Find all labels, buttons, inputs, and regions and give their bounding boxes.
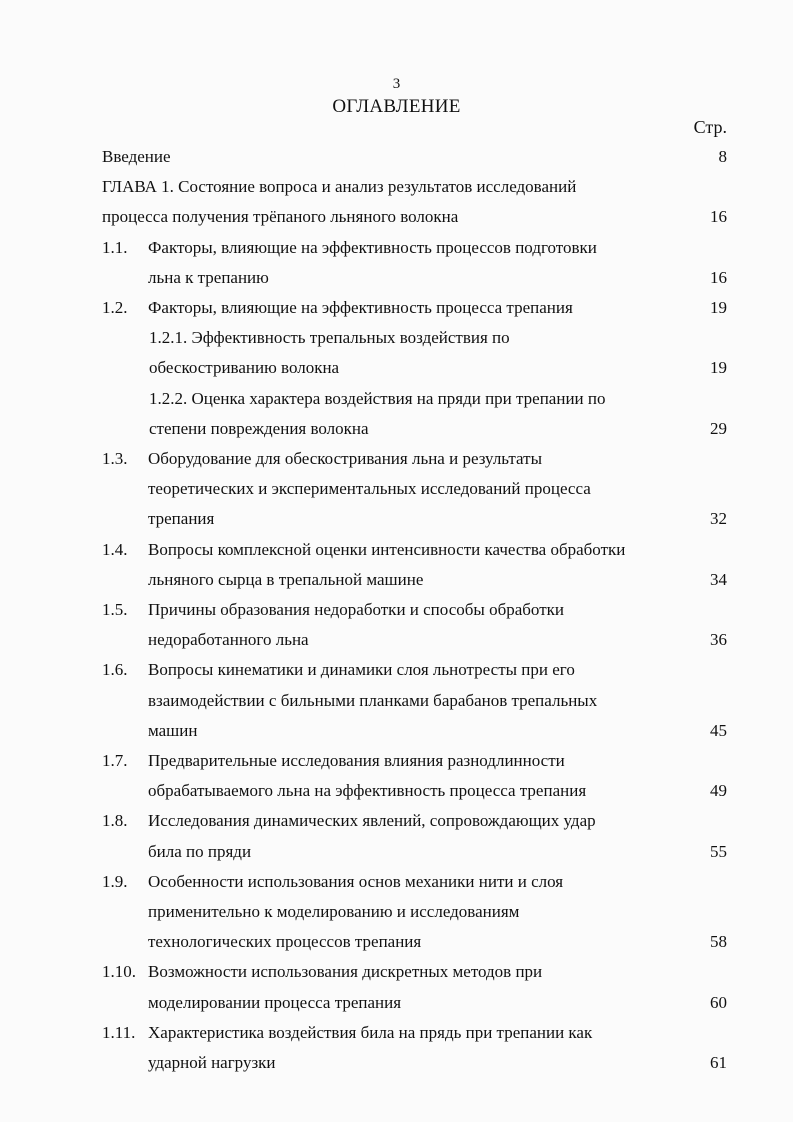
toc-entry-text: процесса получения трёпаного льняного волокна [102,207,459,227]
toc-entry-text: трепания [148,509,215,529]
toc-entry-text: 1.2.2. Оценка характера воздействия на пряди при трепании по [149,388,606,408]
toc-line [102,293,727,323]
toc-line [102,625,727,655]
toc-line [102,837,727,867]
toc-entry-text: ударной нагрузки [148,1053,276,1072]
toc-line [102,595,727,625]
toc-section-number: 1.5. [102,600,128,619]
toc-entry-text: взаимодействии с бильными планками барабанов трепальных [148,690,598,710]
toc-page-number: 16 [710,207,727,227]
toc-line [102,444,727,474]
toc-entry-text: теоретических и экспериментальных исследований процесса [148,479,591,499]
toc-line [102,897,727,927]
toc-section-number: 1.1. [102,237,128,257]
toc-line [102,323,727,353]
toc-section-number: 1.8. [102,811,128,831]
toc-line [102,1018,727,1048]
toc-entry-text: Вопросы кинематики и динамики слоя льнотресты при его [148,660,575,680]
toc-section-number: 1.4. [102,539,128,559]
toc-page-number: 45 [710,720,727,740]
toc-line [102,353,727,383]
toc-line [102,716,727,746]
toc-line [102,988,727,1018]
toc-entry-text: моделировании процесса трепания [148,992,402,1012]
toc-entry-text: Причины образования недоработки и способы обработки [148,600,564,619]
toc-line [102,504,727,534]
toc-page-number: 36 [710,630,727,650]
toc-entry-text: Вопросы комплексной оценки интенсивности качества обработки [148,539,626,559]
toc-entry-text: Предварительные исследования влияния разнодлинности [148,751,565,770]
toc-page-number: 29 [710,418,727,438]
toc-entry-text: применительно к моделированию и исследованиям [148,902,520,921]
toc-entry-text: льняного сырца в трепальной машине [148,569,424,589]
toc-line [102,202,727,232]
toc-entry-text: технологических процессов трепания [148,932,422,952]
toc-section-number: 1.7. [102,751,128,770]
toc-entry-text: Исследования динамических явлений, сопровождающих удар [148,811,596,831]
toc-line [102,867,727,897]
page-title: ОГЛАВЛЕНИЕ [332,96,461,117]
toc-page-number: 58 [710,932,727,952]
toc-entry-text: била по пряди [148,841,252,861]
toc-line [102,746,727,776]
toc-line [102,535,727,565]
toc-entry-text: Характеристика воздействия била на прядь при трепании как [148,1022,593,1042]
page-column-label: Стр. [693,117,727,137]
toc-entry-text: Оборудование для обескостривания льна и результаты [148,449,542,468]
toc-line [102,655,727,685]
toc-entry-text: Факторы, влияющие на эффективность процессов подготовки [148,237,597,257]
toc-line [102,957,727,987]
toc-section-number: 1.11. [102,1022,136,1042]
toc-page-number: 49 [710,781,727,801]
toc-entry-text: ГЛАВА 1. Состояние вопроса и анализ результатов исследований [102,177,577,197]
toc-line [102,776,727,806]
toc-entry-text: льна к трепанию [148,267,269,287]
page-number: 3 [392,76,401,92]
toc-page-number: 8 [718,147,727,166]
toc-entry-text: 1.2.1. Эффективность трепальных воздействия по [149,328,510,348]
toc-page-number: 34 [710,569,727,589]
toc-line [102,384,727,414]
toc-line [102,686,727,716]
toc-entry-text: степени повреждения волокна [149,418,369,438]
toc-page-number: 19 [710,298,727,317]
toc-line [102,263,727,293]
toc-section-number: 1.6. [102,660,128,680]
toc-page-number: 32 [710,509,727,529]
toc-line [102,233,727,263]
toc-line [102,414,727,444]
toc-entry-text: обескостриванию волокна [149,358,340,378]
toc-line [102,172,727,202]
toc-line [102,474,727,504]
toc-entry-text: Особенности использования основ механики нити и слоя [148,871,564,891]
toc-line [102,565,727,595]
toc-page-number: 16 [710,267,727,287]
toc-section-number: 1.3. [102,449,128,468]
toc-line [102,806,727,836]
toc-page-number: 55 [710,841,727,861]
toc-section-number: 1.2. [102,298,128,317]
toc-section-number: 1.10. [102,962,136,982]
toc-page-number: 19 [710,358,727,378]
toc-line [102,142,727,172]
toc-entry-text: обрабатываемого льна на эффективность процесса трепания [148,781,587,801]
toc-page-number: 61 [710,1053,727,1072]
toc-entry-text: машин [148,720,198,740]
toc-line [102,927,727,957]
toc-entry-text: Введение [102,147,171,166]
toc-page-number: 60 [710,992,727,1012]
toc-line [102,1048,727,1078]
toc-entry-text: Возможности использования дискретных методов при [148,962,543,982]
toc-section-number: 1.9. [102,871,128,891]
toc-entry-text: недоработанного льна [148,630,309,650]
toc-entry-text: Факторы, влияющие на эффективность процесса трепания [148,298,573,317]
